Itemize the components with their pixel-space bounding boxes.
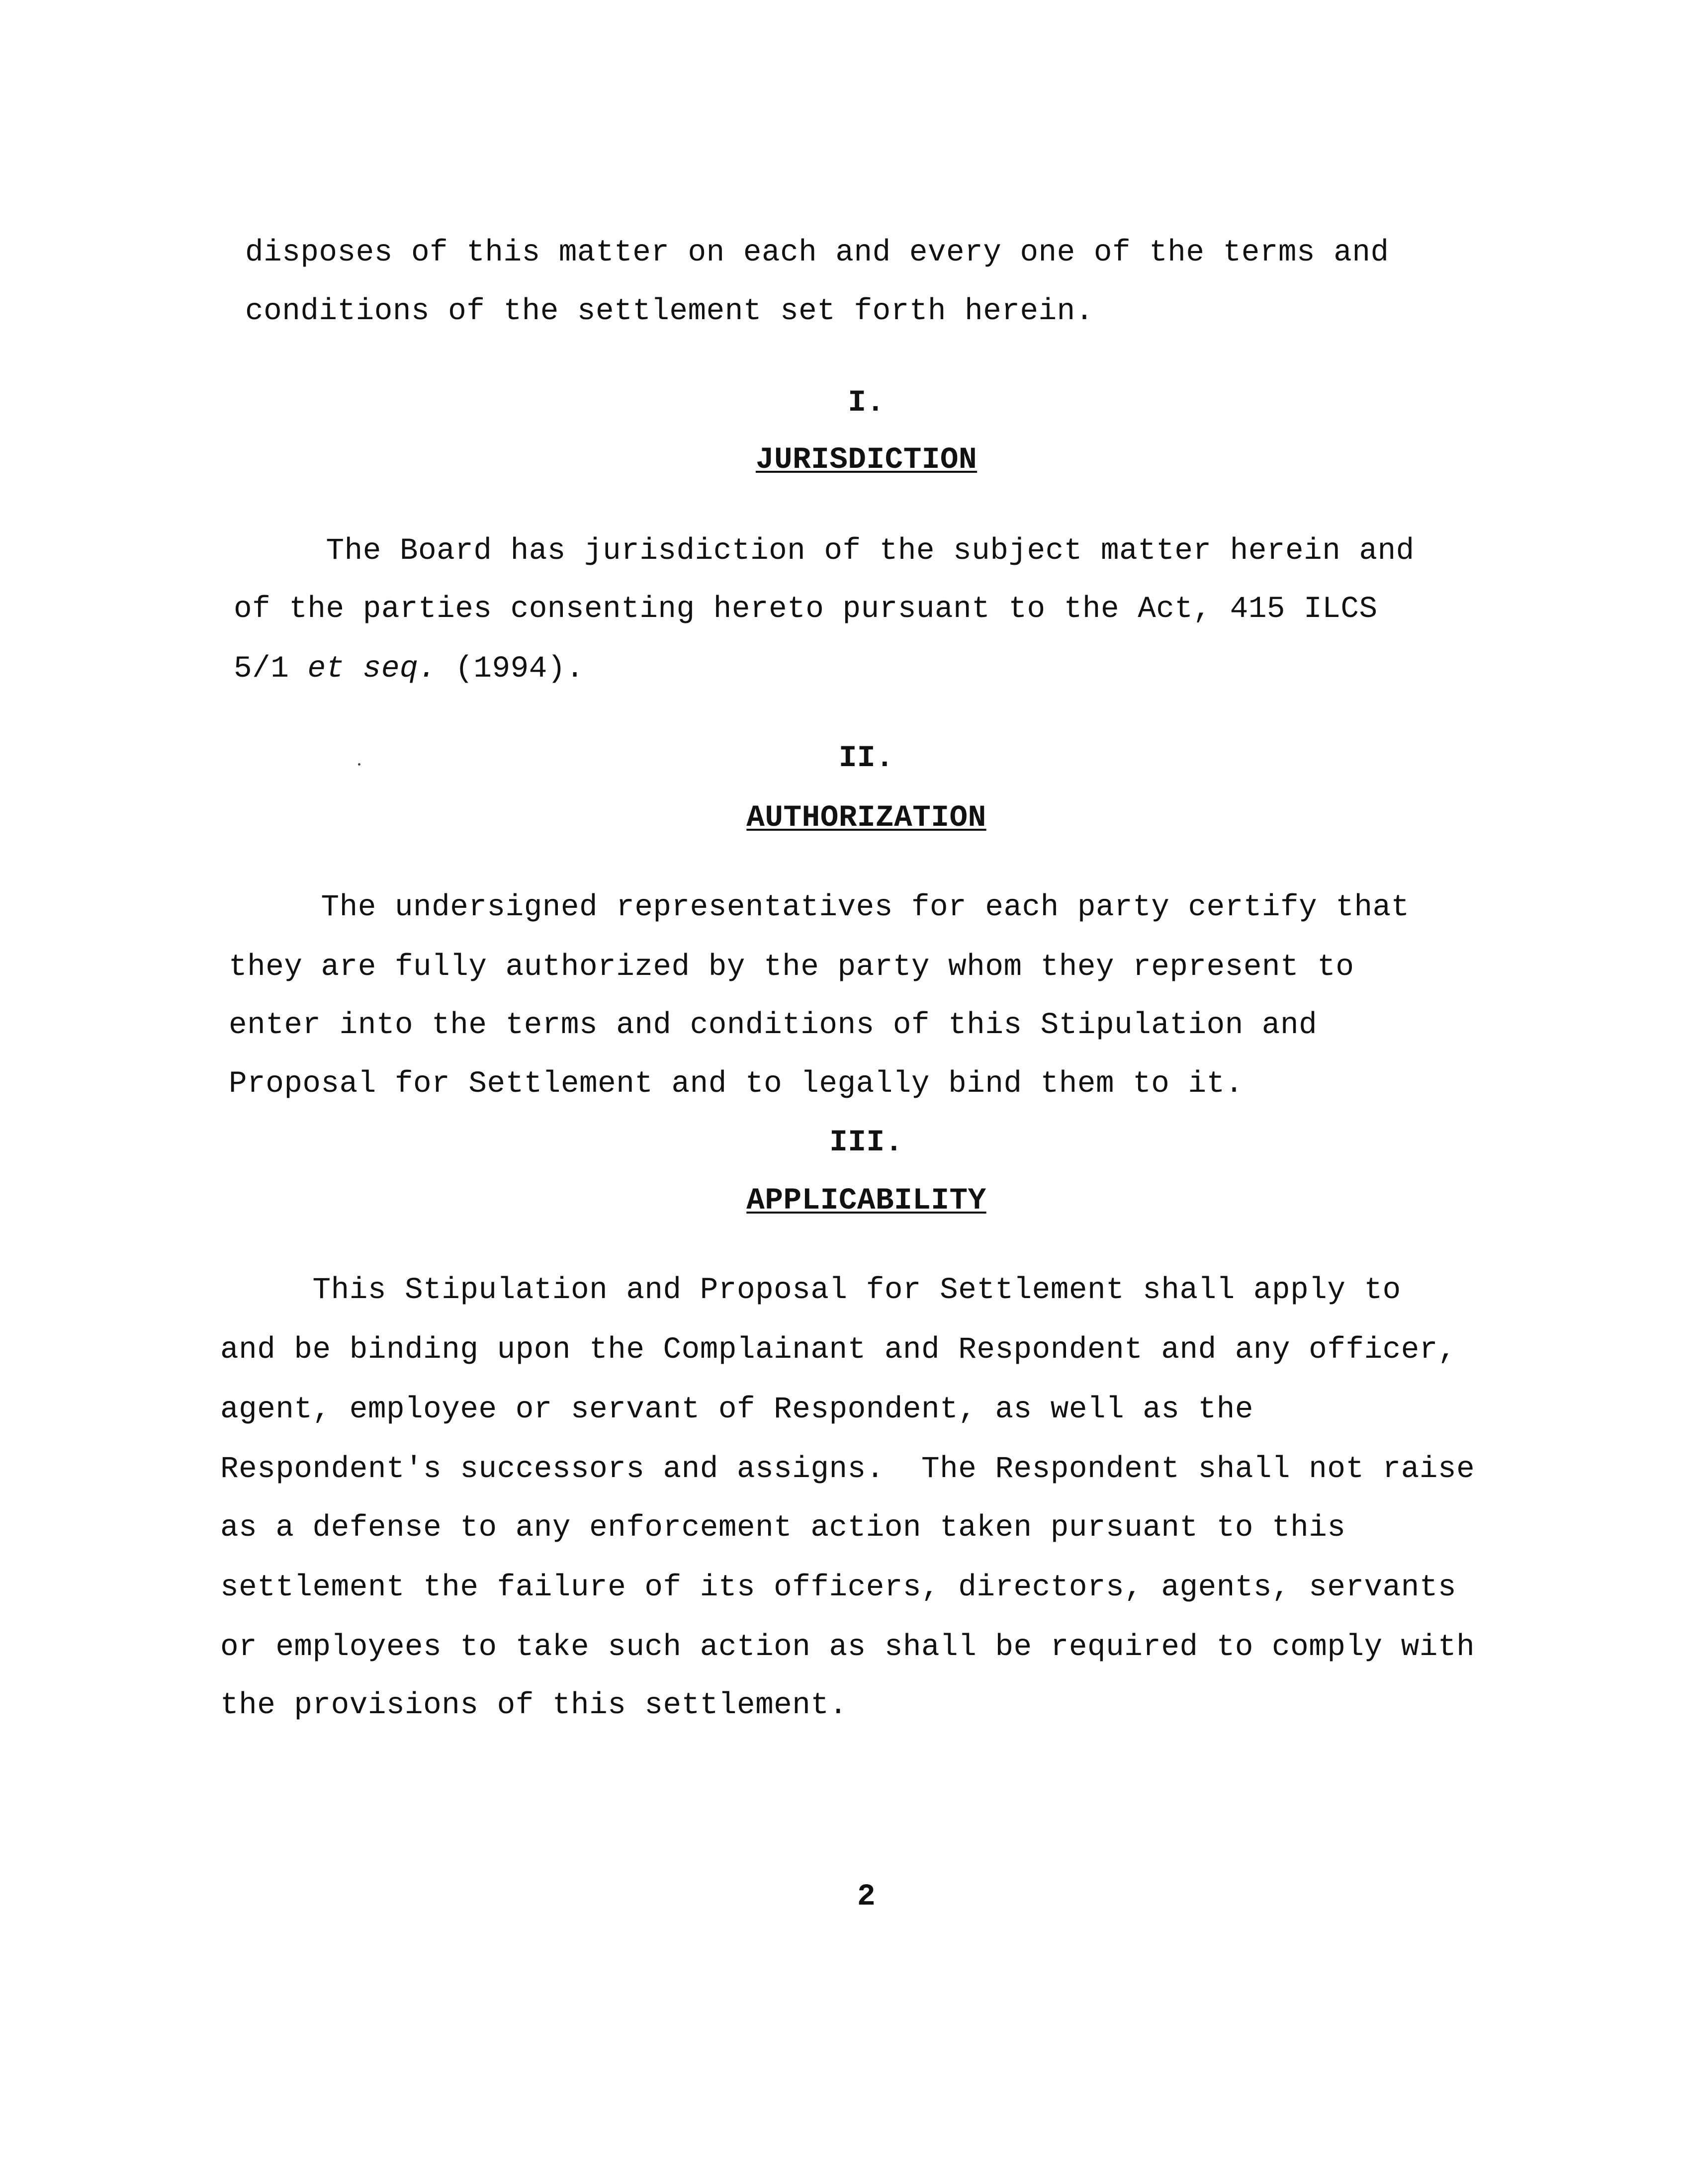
section-3-line-2: and be binding upon the Complainant and Respondent and any officer, [220,1333,1457,1367]
section-2-title: AUTHORIZATION [746,801,986,835]
section-3-line-4: Respondent's successors and assigns. The Respondent shall not raise [220,1452,1475,1486]
section-3-line-8: the provisions of this settlement. [220,1688,848,1723]
section-3-number: III. [829,1126,903,1160]
page-number: 2 [857,1880,876,1914]
section-2-number: II. [838,741,894,776]
intro-line-2: conditions of the settlement set forth herein. [245,294,1094,329]
section-3-title: APPLICABILITY [746,1184,986,1218]
section-3-line-1: This Stipulation and Proposal for Settlement shall apply to [220,1273,1401,1308]
section-3-line-5: as a defense to any enforcement action taken pursuant to this [220,1511,1346,1545]
section-1-title: JURISDICTION [755,443,977,477]
intro-line-1: disposes of this matter on each and every one of the terms and [245,236,1389,270]
section-1-line-1: The Board has jurisdiction of the subject matter herein and [234,534,1415,568]
section-2-line-2: they are fully authorized by the party whom they represent to [229,950,1354,984]
section-2-line-4: Proposal for Settlement and to legally bind them to it. [229,1067,1244,1101]
section-1-line-3: 5/1 et seq. (1994). [234,652,585,686]
citation-italic: et seq. [307,652,437,686]
section-1-number: I. [848,386,885,420]
section-2-line-3: enter into the terms and conditions of this Stipulation and [229,1008,1318,1043]
section-3-line-3: agent, employee or servant of Respondent, as well as the [220,1393,1253,1427]
section-1-line-2: of the parties consenting hereto pursuant to the Act, 415 ILCS [234,592,1378,626]
section-3-line-7: or employees to take such action as shall be required to comply with [220,1630,1475,1664]
section-2-line-1: The undersigned representatives for each party certify that [229,890,1410,925]
section-3-line-6: settlement the failure of its officers, directors, agents, servants [220,1571,1457,1605]
